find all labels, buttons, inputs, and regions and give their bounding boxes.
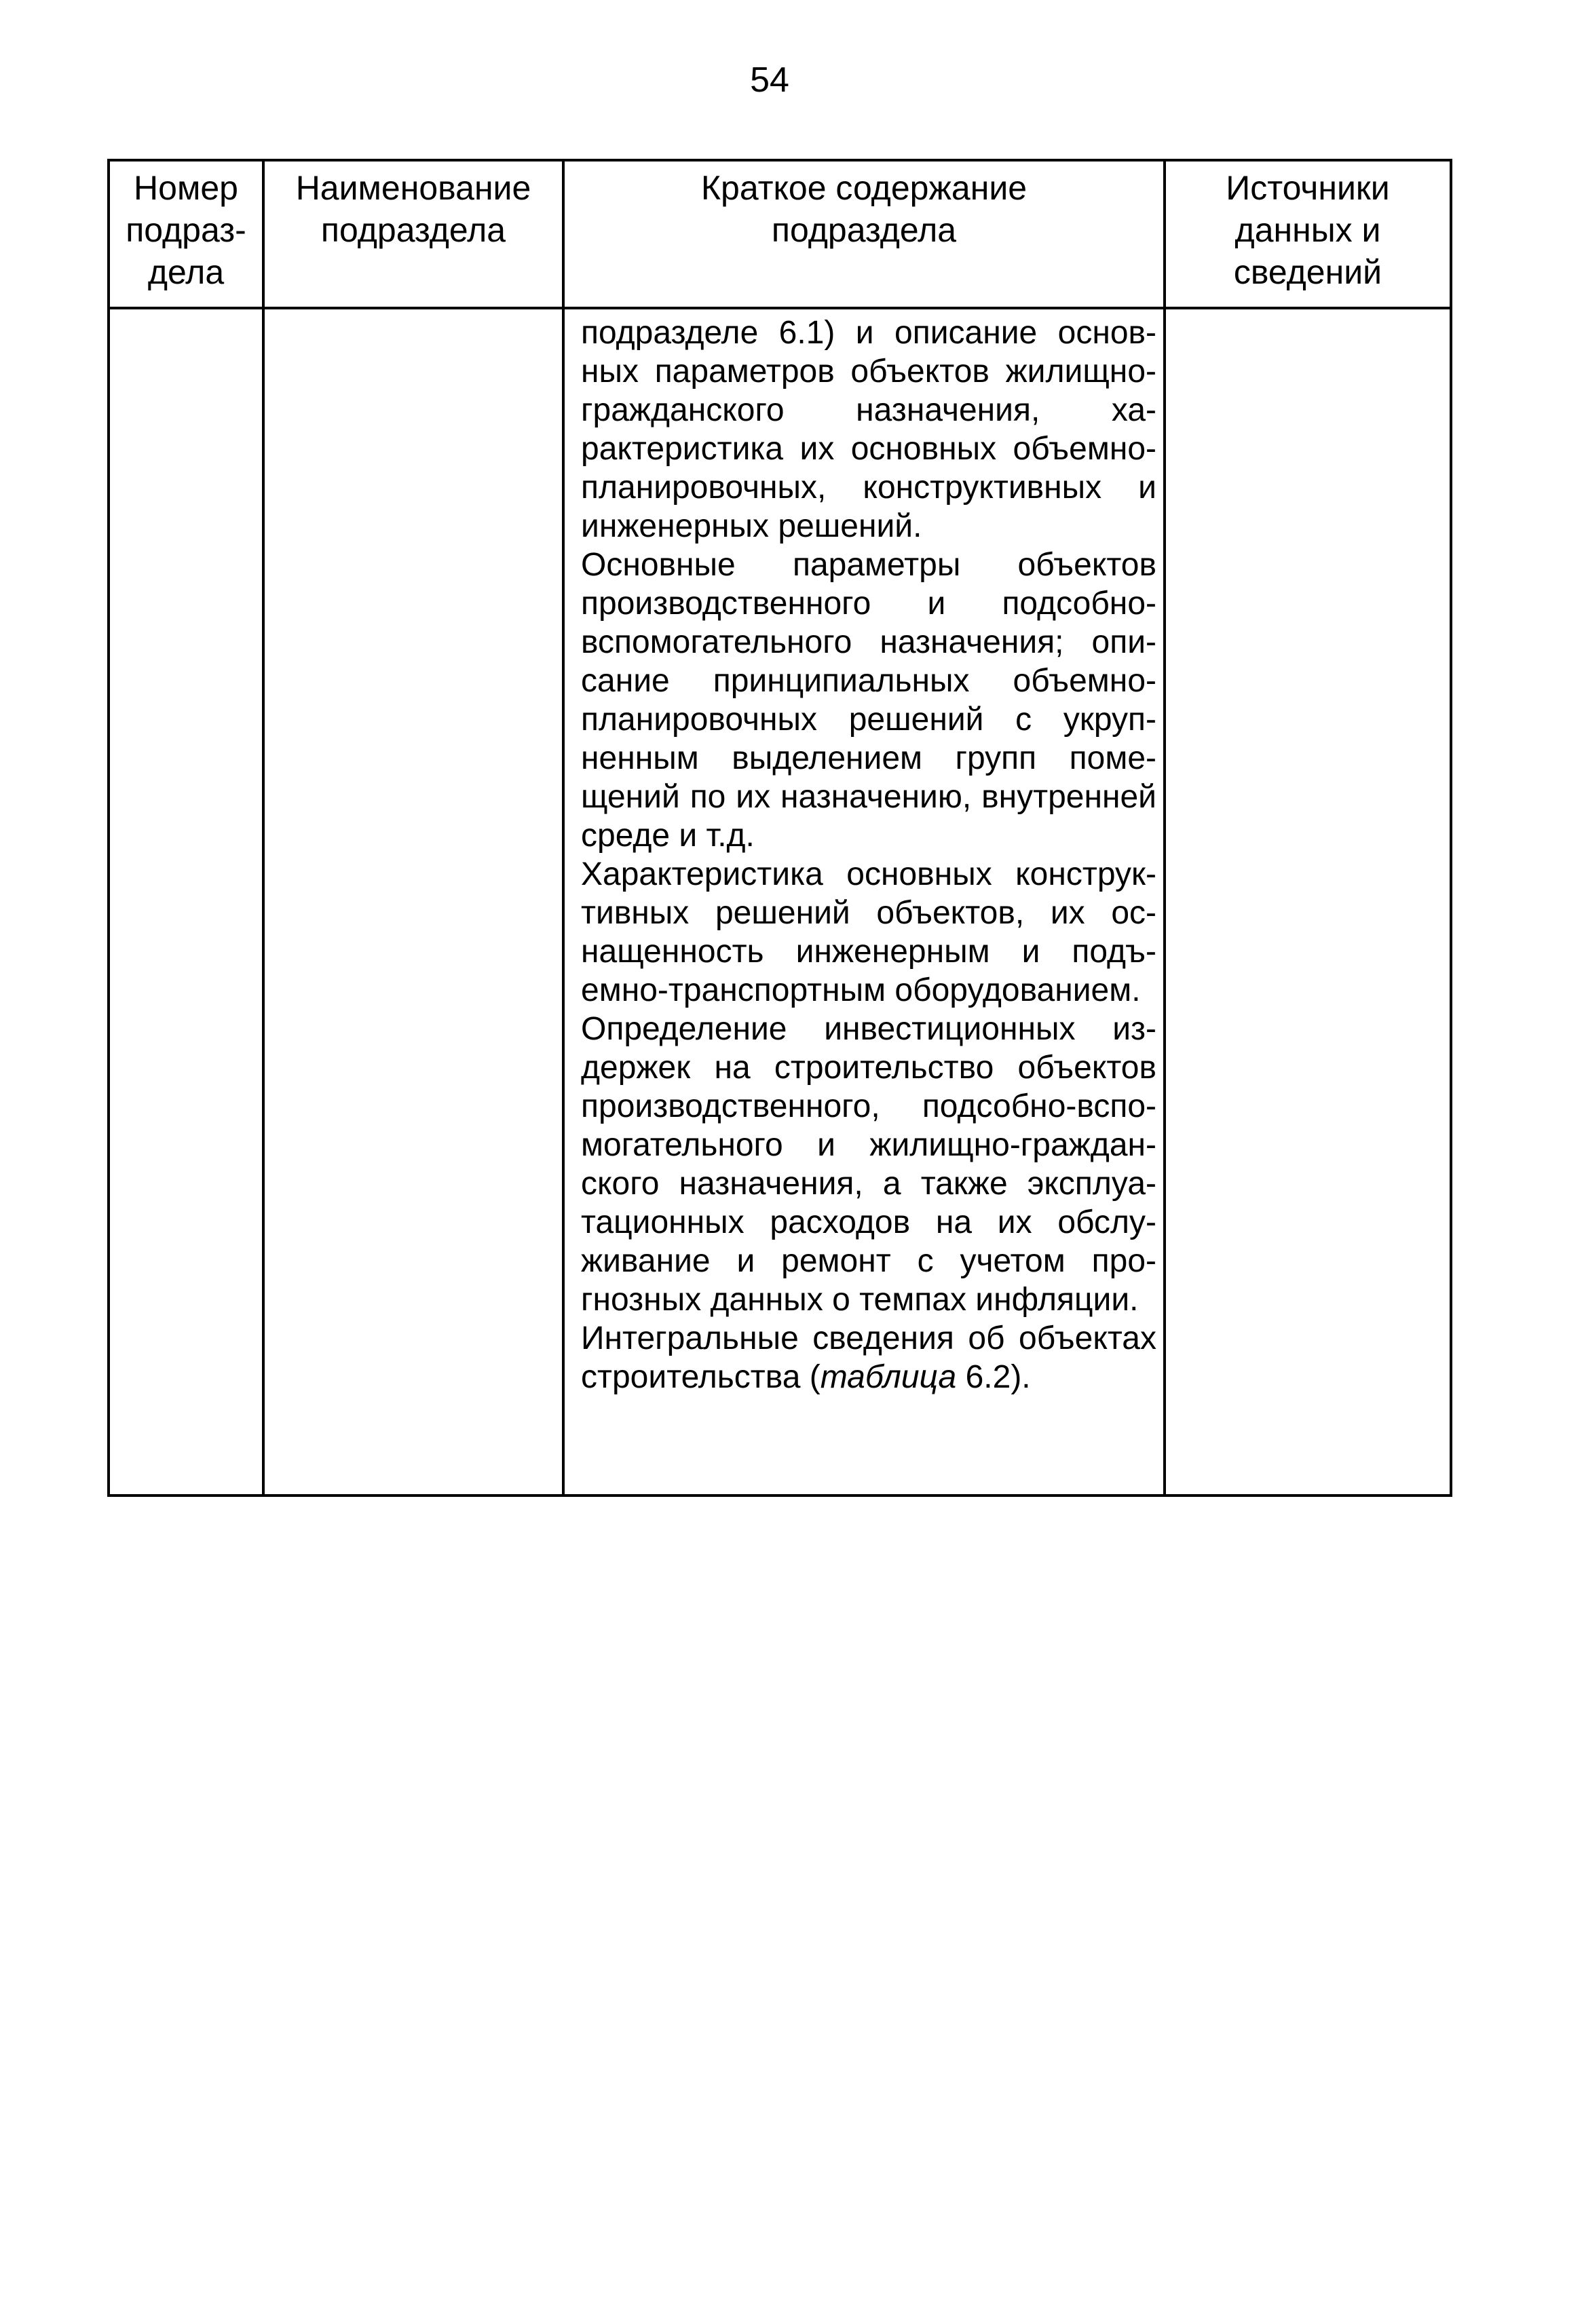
summary-paragraph: Основные параметры объектов производственного и подсобно-вспомогательного назначения; описание принципиальных объемно-планировочных решений с укрупненным выделением групп помещений по их назначению, внутренней среде и т.д.	[581, 547, 1156, 854]
table-row	[109, 308, 1451, 1496]
summary-paragraph: Определение инвестиционных издержек на строительство объектов производственного, подсобно-вспомогательного и жилищно-гражданского назначения, а также эксплуатационных расходов на их обслуживание и ремонт с учетом прогнозных данных о темпах инфляции.	[581, 1011, 1156, 1318]
summary-paragraph: подразделе 6.1) и описание основных параметров объектов жилищно-гражданского назначения, характеристика их основных объемно-планировочных, конструктивных и инженерных решений.	[581, 315, 1156, 544]
header-data-sources: Источники данных и сведений	[1165, 160, 1451, 308]
header-subsection-name: Наименование подраздела	[263, 160, 563, 308]
cell-data-sources	[1165, 308, 1451, 1496]
header-subsection-number: Номер подраз- дела	[109, 160, 263, 308]
page-number: 54	[750, 60, 789, 100]
cell-subsection-name	[263, 308, 563, 1496]
cell-subsection-summary	[563, 308, 1165, 1496]
summary-paragraph: Характеристика основных конструктивных решений объектов, их оснащенность инженерным и подъемно-транспортным оборудованием.	[581, 856, 1156, 1008]
table-reference-italic: таблица	[820, 1359, 957, 1395]
cell-subsection-number	[109, 308, 263, 1496]
table-header-row	[109, 160, 1451, 308]
header-subsection-summary: Краткое содержание подраздела	[563, 160, 1165, 308]
summary-paragraph-last: Интегральные сведения об объектах строительства (таблица 6.2).	[581, 1320, 1156, 1395]
subsection-table	[107, 159, 1452, 1497]
